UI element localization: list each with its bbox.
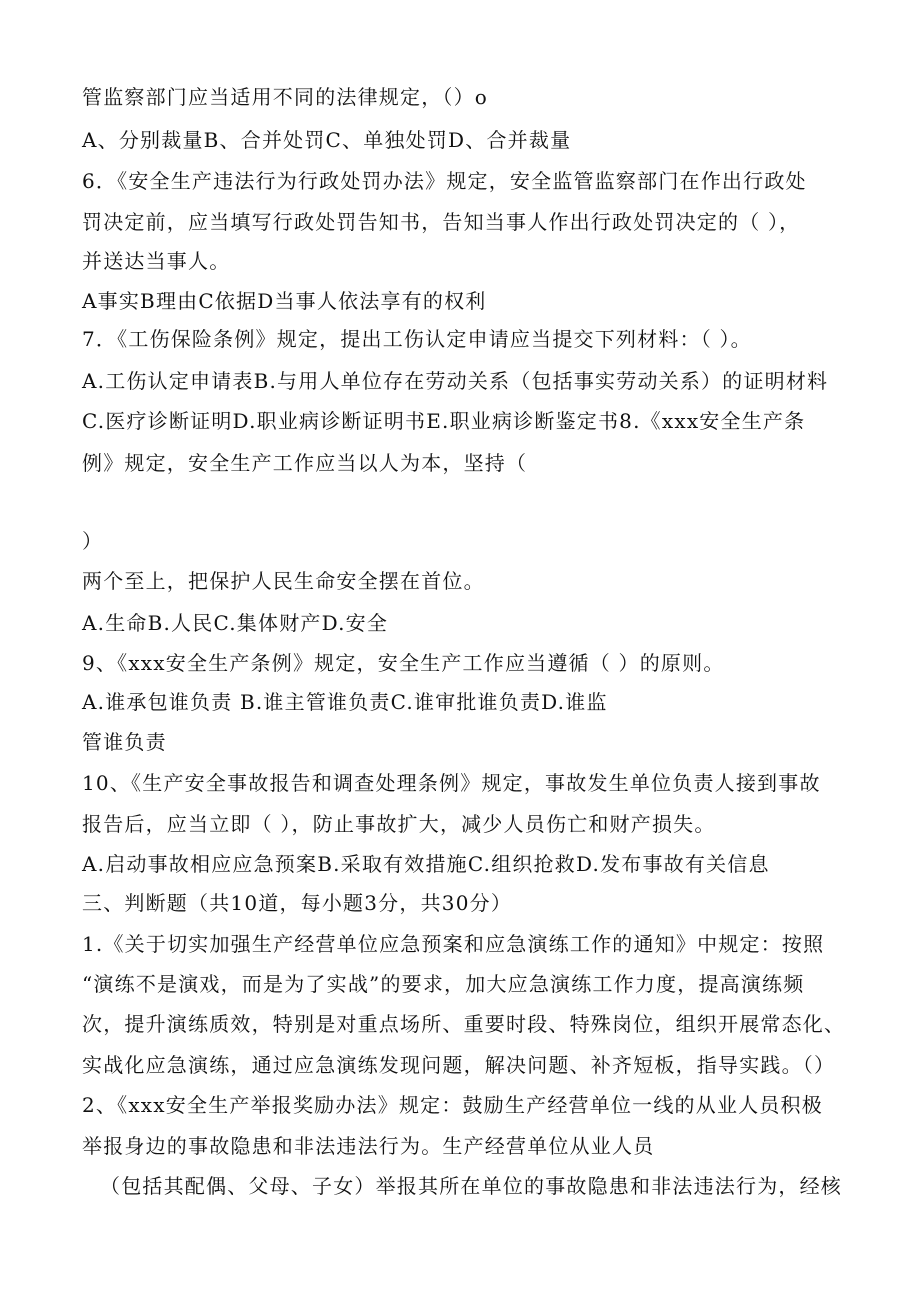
- text-line: 9、《xxx安全生产条例》规定，安全生产工作应当遵循（ ）的原则。: [82, 651, 725, 675]
- text-line: 举报身边的事故隐患和非法违法行为。生产经营单位从业人员: [82, 1134, 655, 1158]
- text-line: （包括其配偶、父母、子女）举报其所在单位的事故隐患和非法违法行为，经核: [100, 1174, 842, 1198]
- section-heading: 三、判断题（共10道，每小题3分，共30分）: [82, 891, 513, 915]
- text-line: 1.《关于切实加强生产经营单位应急预案和应急演练工作的通知》中规定：按照: [82, 932, 825, 956]
- text-line: A、分别裁量B、合并处罚C、单独处罚D、合并裁量: [82, 128, 572, 152]
- text-line: 7．《工伤保险条例》规定，提出工伤认定申请应当提交下列材料：（ ）。: [82, 327, 752, 351]
- text-line: “演练不是演戏，而是为了实战”的要求，加大应急演练工作力度，提高演练频: [82, 972, 805, 996]
- text-line: 6．《安全生产违法行为行政处罚办法》规定，安全监管监察部门在作出行政处: [82, 169, 807, 193]
- text-line: 两个至上，把保护人民生命安全摆在首位。: [82, 569, 485, 593]
- text-line: ）: [82, 529, 104, 553]
- text-line: 实战化应急演练，通过应急演练发现问题，解决问题、补齐短板，指导实践。（）: [82, 1053, 836, 1077]
- text-line: A.启动事故相应应急预案B.采取有效措施C.组织抢救D.发布事故有关信息: [82, 852, 770, 876]
- text-line: 并送达当事人。: [82, 249, 231, 273]
- text-line: 管谁负责: [82, 730, 167, 754]
- text-line: 管监察部门应当适用不同的法律规定，（）o: [82, 85, 489, 109]
- text-line: A.工伤认定申请表B.与用人单位存在劳动关系（包括事实劳动关系）的证明材料: [82, 369, 829, 393]
- text-line: 2、《xxx安全生产举报奖励办法》规定：鼓励生产经营单位一线的从业人员积极: [82, 1093, 823, 1117]
- text-line: 罚决定前，应当填写行政处罚告知书，告知当事人作出行政处罚决定的（ ），: [82, 210, 801, 234]
- text-line: A.生命B.人民C.集体财产D.安全: [82, 611, 389, 635]
- text-line: C.医疗诊断证明D.职业病诊断证明书E.职业病诊断鉴定书8.《xxx安全生产条: [82, 409, 806, 433]
- text-line: 10、《生产安全事故报告和调查处理条例》规定，事故发生单位负责人接到事故: [82, 771, 821, 795]
- text-line: A事实B理由C依据D当事人依法享有的权利: [82, 289, 487, 313]
- text-line: A.谁承包谁负责 B.谁主管谁负责C.谁审批谁负责D.谁监: [82, 690, 608, 714]
- text-line: 次，提升演练质效，特别是对重点场所、重要时段、特殊岗位，组织开展常态化、: [82, 1012, 846, 1036]
- text-line: 例》规定，安全生产工作应当以人为本，坚持（: [82, 451, 528, 475]
- text-line: 报告后，应当立即（ ），防止事故扩大，减少人员伤亡和财产损失。: [82, 812, 716, 836]
